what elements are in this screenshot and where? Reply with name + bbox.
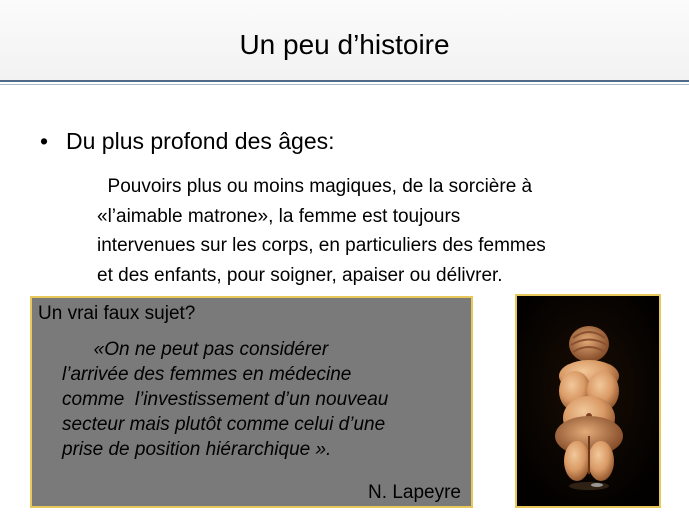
quote-heading: Un vrai faux sujet? (38, 303, 196, 324)
title-divider (0, 80, 689, 82)
quote-line: prise de position hiérarchique ». (62, 439, 332, 460)
body-line: et des enfants, pour soigner, apaiser ou délivrer. (97, 264, 503, 286)
bullet-text: Du plus profond des âges: (66, 128, 335, 154)
quote-line: l’arrivée des femmes en médecine (62, 364, 352, 385)
quote-box (30, 296, 473, 508)
bullet-dot: • (40, 128, 49, 154)
title-band (0, 0, 689, 80)
figurine-illustration (517, 296, 659, 506)
quote-text (62, 337, 388, 462)
quote-author: N. Lapeyre (368, 482, 461, 503)
body-line: intervenues sur les corps, en particuliers des femmes (97, 235, 546, 256)
figurine-leg-right (588, 441, 614, 481)
body-line: «l’aimable matrone», la femme est toujours (97, 205, 461, 227)
bullet-item (40, 127, 335, 155)
figurine-leg-left (564, 441, 590, 481)
title-divider-thin (0, 84, 689, 85)
body-paragraph (97, 172, 657, 290)
venus-figurine-photo (515, 294, 661, 508)
quote-line: «On ne peut pas considérer (62, 339, 329, 360)
quote-line: secteur mais plutôt comme celui d’une (62, 414, 386, 435)
slide-title: Un peu d’histoire (239, 29, 450, 60)
body-line: Pouvoirs plus ou moins magiques, de la sorcière à (97, 176, 533, 197)
quote-line: comme l’investissement d’un nouveau (62, 389, 389, 410)
